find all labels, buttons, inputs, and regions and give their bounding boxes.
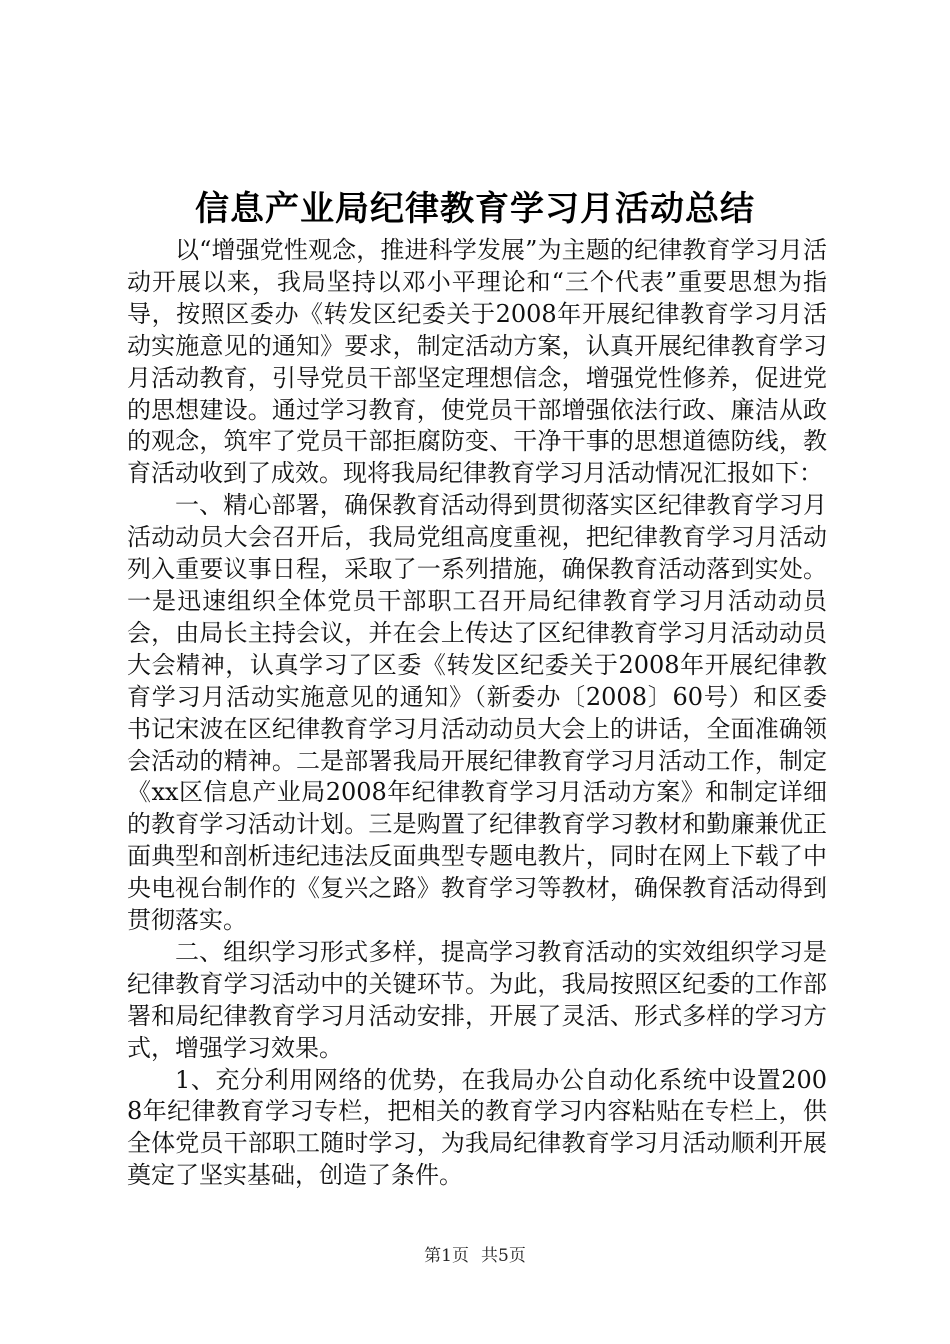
paragraph-section-1: 一、精心部署，确保教育活动得到贯彻落实区纪律教育学习月活动动员大会召开后，我局党组高度重视，把纪律教育学习月活动列入重要议事日程，采取了一系列措施，确保教育活动落到实处。一是迅速组织全体党员干部职工召开局纪律教育学习月活动动员会，由局长主持会议，并在会上传达了区纪律教育学习月活动动员大会精神，认真学习了区委《转发区纪委关于2008年开展纪律教育学习月活动实施意见的通知》（新委办〔2008〕60号）和区委书记宋波在区纪律教育学习月活动动员大会上的讲话，全面准确领会活动的精神。二是部署我局开展纪律教育学习月活动工作，制定《xx区信息产业局2008年纪律教育学习月活动方案》和制定详细的教育学习活动计划。三是购置了纪律教育学习教材和勤廉兼优正面典型和剖析违纪违法反面典型专题电教片，同时在网上下载了中央电视台制作的《复兴之路》教育学习等教材，确保教育活动得到贯彻落实。 — [127, 491, 827, 935]
page-total: 共5页 — [481, 1246, 526, 1266]
page-footer — [0, 1245, 950, 1267]
paragraph-section-2: 二、组织学习形式多样，提高学习教育活动的实效组织学习是纪律教育学习活动中的关键环节。为此，我局按照区纪委的工作部署和局纪律教育学习月活动安排，开展了灵活、形式多样的学习方式，增强学习效果。 — [127, 937, 827, 1062]
document-title: 信息产业局纪律教育学习月活动总结 — [195, 189, 755, 229]
page-number: 第1页 — [424, 1246, 469, 1266]
document-body — [127, 235, 827, 1192]
paragraph-item-1: 1、充分利用网络的优势，在我局办公自动化系统中设置2008年纪律教育学习专栏，把相关的教育学习内容粘贴在专栏上，供全体党员干部职工随时学习，为我局纪律教育学习月活动顺利开展奠定了坚实基础，创造了条件。 — [127, 1065, 827, 1190]
paragraph-intro: 以“增强党性观念，推进科学发展”为主题的纪律教育学习月活动开展以来，我局坚持以邓小平理论和“三个代表”重要思想为指导，按照区委办《转发区纪委关于2008年开展纪律教育学习月活动实施意见的通知》要求，制定活动方案，认真开展纪律教育学习月活动教育，引导党员干部坚定理想信念，增强党性修养，促进党的思想建设。通过学习教育，使党员干部增强依法行政、廉洁从政的观念，筑牢了党员干部拒腐防变、干净干事的思想道德防线，教育活动收到了成效。现将我局纪律教育学习月活动情况汇报如下： — [127, 236, 827, 488]
